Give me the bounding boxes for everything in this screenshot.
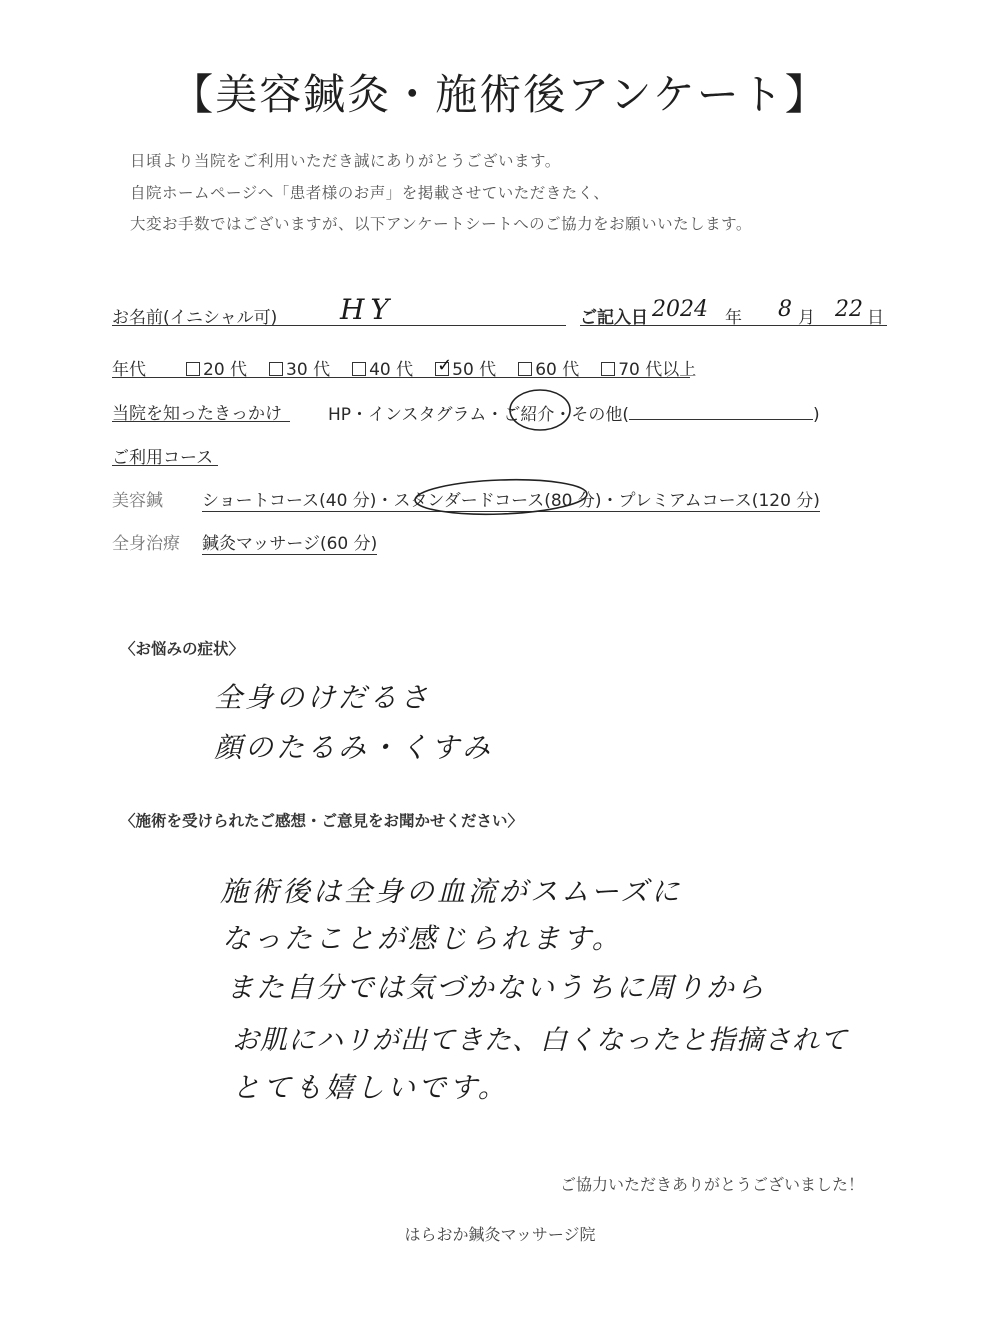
age-label: 年代 (112, 360, 146, 380)
impressions-line-4: お肌にハリが出てきた、白くなったと指摘されて (232, 1025, 848, 1056)
symptoms-line-2: 顔のたるみ・くすみ (214, 731, 494, 764)
date-year-unit: 年 (725, 308, 742, 328)
name-value: HY (340, 293, 395, 326)
date-day-unit: 日 (867, 308, 884, 328)
source-close-paren: ) (813, 405, 820, 425)
source-option-other[interactable]: ・その他( (554, 405, 629, 425)
course-premium[interactable]: ・プレミアムコース(120 分) (601, 491, 820, 511)
course-short[interactable]: ショートコース(40 分)・ (202, 491, 394, 511)
circle-mark-referral (510, 390, 570, 430)
thanks-text: ご協力いただきありがとうございました！ (560, 1175, 865, 1194)
impressions-heading: 〈施術を受けられたご感想・ご意見をお聞かせください〉 (120, 812, 524, 830)
intro-line-1: 日頃より当院をご利用いただき誠にありがとうございます。 (130, 152, 561, 170)
date-label: ご記入日 (580, 308, 648, 328)
check-mark-icon: ✓ (437, 355, 453, 376)
symptoms-heading: 〈お悩みの症状〉 (120, 640, 245, 658)
impressions-line-3: また自分では気づかないうちに周りから (226, 971, 767, 1004)
impressions-line-2: なったことが感じられます。 (222, 922, 623, 955)
age-option-40[interactable]: 40 代 (352, 355, 413, 380)
source-label: 当院を知ったきっかけ (112, 399, 290, 422)
course-body-option[interactable]: 鍼灸マッサージ(60 分) (202, 534, 378, 554)
symptoms-line-1: 全身のけだるさ (214, 681, 432, 714)
source-option-referral[interactable]: ご紹介 (503, 405, 555, 425)
date-month-value: 8 (778, 297, 792, 322)
course-beauty-label: 美容鍼 (112, 491, 163, 511)
intro-line-2: 自院ホームページへ「患者様のお声」を掲載させていただきたく、 (130, 184, 610, 202)
circle-mark-standard (414, 477, 587, 517)
age-option-30[interactable]: 30 代 (269, 355, 330, 380)
age-option-20[interactable]: 20 代 (186, 355, 247, 380)
source-option-hp-insta[interactable]: HP・インスタグラム・ (328, 405, 504, 425)
age-option-60[interactable]: 60 代 (518, 355, 579, 380)
course-heading: ご利用コース (112, 443, 218, 466)
page-title: 【美容鍼灸・施術後アンケート】 (171, 70, 829, 119)
impressions-line-1: 施術後は全身の血流がスムーズに (220, 875, 683, 908)
age-option-70[interactable]: 70 代以上 (601, 355, 696, 380)
impressions-line-5: とても嬉しいです。 (232, 1071, 509, 1104)
date-day-value: 22 (835, 297, 863, 322)
date-month-unit: 月 (798, 308, 815, 328)
age-option-50[interactable]: ✓ 50 代 (437, 355, 497, 380)
course-body-label: 全身治療 (112, 534, 180, 554)
name-label: お名前(イニシャル可) (112, 308, 278, 328)
course-standard[interactable]: スタンダードコース(80 分) (393, 491, 602, 511)
intro-line-3: 大変お手数ではございますが、以下アンケートシートへのご協力をお願いいたします。 (130, 215, 752, 233)
date-year-value: 2024 (652, 297, 708, 322)
clinic-name: はらおか鍼灸マッサージ院 (404, 1225, 596, 1244)
